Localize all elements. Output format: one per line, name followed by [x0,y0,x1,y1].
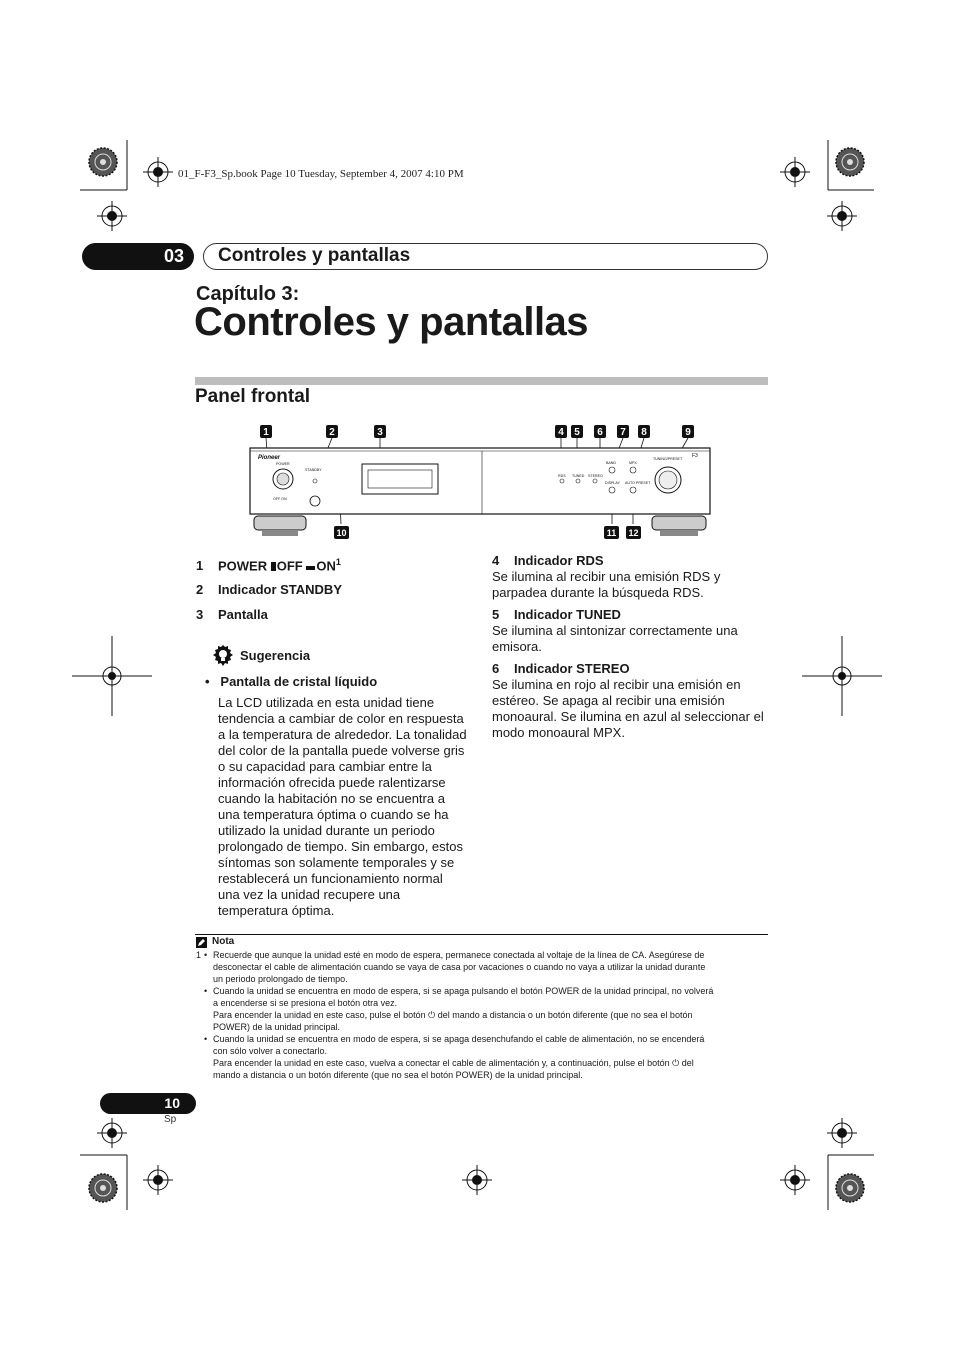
callout-5: 5 [574,427,580,438]
panel-label-band: BAND [606,461,616,465]
panel-label-rds: RDS [558,474,566,478]
pencil-note-icon [196,937,207,948]
item-display [196,607,268,622]
front-panel-diagram [240,420,720,545]
callout-7: 7 [620,427,626,438]
note-item: • Cuando la unidad se encuentra en modo de espera, si se apaga pulsando el botón POWER de la unidad principal, no volverá a encenderse si se presiona el botón otra vez. Para encender la unidad en este caso, pulse el botón ⏻ del mando a distancia o un botón diferente (que no sea el botón POWER) de la unidad principal. [204,986,714,1032]
chapter-title: Controles y pantallas [194,300,589,344]
callout-2: 2 [329,427,335,438]
note-list [204,949,772,1081]
callout-6: 6 [597,427,603,438]
note-rule [195,934,768,935]
callout-1: 1 [263,427,269,438]
item-number: 2 [196,582,204,597]
callout-10: 10 [336,528,347,538]
callout-11: 11 [606,528,617,538]
footnote-ref: 1 [335,557,341,567]
panel-label-display: DISPLAY [605,481,620,485]
note-item: • Cuando la unidad se encuentra en modo de espera, si se apaga desenchufando el cable de alimentación, no se encenderá con sólo volver a conectarlo. Para encender la unidad en este caso, vuelva a conectar el cable de alimentación y, a continuación, pulse el botón ⏻ del mando a distancia o un botón diferente (que no sea el botón POWER) de la unidad principal. [204,1034,705,1080]
panel-label-power: POWER [276,462,290,466]
page-language: Sp [164,1114,177,1125]
panel-label-mpx: MPX [629,461,637,465]
chapter-number-badge: 03 [82,243,194,270]
running-title: Controles y pantallas [218,245,411,266]
panel-label-model: F3 [692,453,698,459]
tip-title: Sugerencia [240,648,311,663]
note-footnote-number: 1 [196,950,202,960]
item-standby [196,582,342,597]
item-label: Pantalla [218,607,268,622]
tip-body: La LCD utilizada en esta unidad tiene tendencia a cambiar de color en respuesta a la temperatura de alrededor. La tonalidad del color de la pantalla puede volverse gris o su capacidad para cambiar entre la información ofrecida puede ralentizarse cuando la habitación no se encuentra a una temperatura óptima o cuando se ha utilizado la unidad durante un periodo prolongado de tiempo. Sin embargo, estos síntomas son solamente temporales y se restablecerá un funcionamiento normal una vez la unidad recupere una temperatura óptima. [218,695,467,918]
page-number: 10 [100,1093,196,1114]
item-stereo: 6 Indicador STEREO Se ilumina en rojo al recibir una emisión en estéreo. Se apaga al recibir una emisión monoaural. Se ilumina en azul al seleccionar el modo monoaural MPX. [492,661,764,740]
callout-8: 8 [641,427,647,438]
section-rule [195,377,768,385]
item-label: Indicador STANDBY [218,582,342,597]
panel-label-stereo: STEREO [588,474,603,478]
note-item: • Recuerde que aunque la unidad esté en modo de espera, permanece conectada al voltaje de la línea de CA. Asegúrese de desconectar el cable de alimentación cuando se vaya de casa por vacaciones o cuando no vaya a utilizar la unidad durante un periodo prolongado de tiempo. [204,950,706,984]
callout-3: 3 [377,427,383,438]
switch-on-icon [306,566,315,570]
item-tuned: 5 Indicador TUNED Se ilumina al sintonizar correctamente una emisora. [492,607,738,654]
tip-bullet-title: Pantalla de cristal líquido [220,674,378,689]
callout-9: 9 [685,427,691,438]
lightbulb-icon [212,644,234,668]
callout-4: 4 [558,427,564,438]
item-number: 3 [196,607,204,622]
item-number: 1 [196,558,204,574]
panel-label-auto-preset: AUTO PRESET [625,481,651,485]
section-title: Panel frontal [195,386,311,407]
callout-12: 12 [628,528,639,538]
item-rds: 4 Indicador RDS Se ilumina al recibir una emisión RDS y parpadea durante la búsqueda RDS. [492,553,721,600]
panel-label-tuned: TUNED [572,474,585,478]
tip-bullet-heading: • Pantalla de cristal líquido [205,674,378,689]
chapter-label: Capítulo 3: [196,283,300,305]
note-title: Nota [212,936,235,947]
panel-label-standby: STANDBY [305,468,322,472]
print-header: 01_F-F3_Sp.book Page 10 Tuesday, September 4, 2007 4:10 PM [178,168,464,180]
item-power: 1 POWER OFF $ON^1$ [196,557,341,574]
panel-label-off-on: OFF ON [273,497,287,501]
brand-logo: Pioneer [258,455,281,461]
switch-off-icon [271,562,276,571]
panel-label-tuning-preset: TUNING/PRESET [653,457,683,461]
